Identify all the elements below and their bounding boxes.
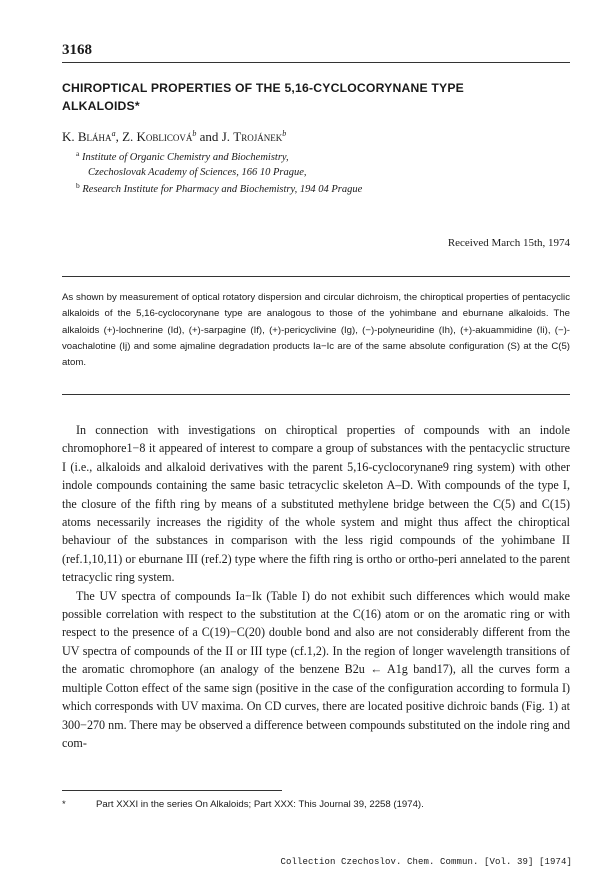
page-number: 3168 bbox=[62, 42, 92, 58]
received-date: Received March 15th, 1974 bbox=[447, 237, 570, 249]
footnote-mark: * bbox=[62, 799, 66, 810]
affiliation-mark: b bbox=[192, 129, 197, 138]
abstract bbox=[62, 290, 570, 371]
journal-citation: Collection Czechoslov. Chem. Commun. [Vol. 39] [1974] bbox=[280, 857, 572, 867]
author-surname: Koblicová bbox=[136, 129, 193, 144]
author-initial: Z. bbox=[122, 129, 134, 144]
author-separator: and bbox=[196, 129, 222, 144]
abstract-bottom-rule bbox=[62, 394, 570, 395]
abstract-top-rule bbox=[62, 276, 570, 277]
affiliation-mark: b bbox=[282, 129, 287, 138]
footnote-text: Part XXXI in the series On Alkaloids; Part XXX: This Journal 39, 2258 (1974). bbox=[96, 799, 424, 810]
body-paragraph: The UV spectra of compounds Ia−Ik (Table I) do not exhibit such differences which would make possible correlation with respect to the substitution at the C(16) atom or on the aromatic ring or with respect to the presence of a C(19)−C(20) double bond and also are not considerably different from the UV spectra of compounds of the II or III type (cf.1,2). In the region of longer wavelength transitions of the aromatic chromophore (an analogy of the benzene B2u ← A1g band17), all the curves form a multiple Cotton effect of the same sign (positive in the case of the configuration according to formula I) which corresponds with UV maxima. On CD curves, there are located positive dichroic bands (Fig. 1) at 300−270 nm. There may be observed a difference between compounds substituted on the indole ring and com- bbox=[62, 588, 570, 750]
title-line-2: ALKALOIDS* bbox=[62, 99, 140, 113]
affiliation-line: Czechoslovak Academy of Sciences, 166 10 Prague, bbox=[88, 167, 307, 178]
abstract-text: As shown by measurement of optical rotatory dispersion and circular dichroism, the chiroptical properties of pentacyclic alkaloids of the 5,16-cyclocorynane type are analogous to those of the yohimbane and eburnane alkaloids. The alkaloids (+)-lochnerine (Id), (+)-sarpagine (If), (+)-pericyclivine (Ig), (−)-polyneuridine (Ih), (+)-akuammidine (Ii), (−)-voachalotine (Ij) and some ajmaline degradation products Ia−Ic are of the same absolute configuration (S) at the C(5) atom. bbox=[62, 292, 570, 369]
affiliation-mark: a bbox=[111, 129, 116, 138]
footnote bbox=[62, 799, 570, 810]
body-paragraph: In connection with investigations on chiroptical properties of compounds with an indole chromophore1−8 it appeared of interest to compare a group of substances with the pentacyclic structure I (i.e., alkaloids and alkaloid derivatives with the parent 5,16-cyclocorynane9 ring system) with other indole compounds containing the same basic tetracyclic skeleton A–D. With compounds of the type I, the closure of the fifth ring by means of a substituted methylene bridge between the C(5) and C(15) atoms necessarily increases the rigidity of the whole system and might thus affect the chiroptical behaviour of the substances in comparison with the less rigid compounds of the yohimbane II (ref.1,10,11) or eburnane III (ref.2) type where the fifth ring is ortho or ortho-peri annelated to the parent tetracyclic ring system. bbox=[62, 423, 570, 585]
author-initial: J. bbox=[221, 129, 230, 144]
article-title bbox=[62, 79, 572, 115]
author-separator: , bbox=[115, 129, 123, 144]
footnote-rule bbox=[62, 790, 282, 791]
affiliation-mark: a bbox=[76, 149, 80, 158]
affiliation-line: Institute of Organic Chemistry and Biochemistry, bbox=[81, 152, 289, 163]
affiliation-b bbox=[76, 182, 566, 197]
author-surname: Trojánek bbox=[233, 129, 283, 144]
title-line-1: CHIROPTICAL PROPERTIES OF THE 5,16-CYCLOCORYNANE TYPE bbox=[62, 81, 465, 95]
author-surname: Bláha bbox=[77, 129, 112, 144]
article-body bbox=[62, 421, 570, 752]
author-initial: K. bbox=[62, 129, 75, 144]
author-list bbox=[62, 129, 572, 145]
header-rule bbox=[62, 62, 570, 63]
affiliation-line: Research Institute for Pharmacy and Biochemistry, 194 04 Prague bbox=[82, 184, 363, 195]
affiliation-mark: b bbox=[76, 181, 80, 190]
affiliation-a bbox=[76, 150, 566, 180]
